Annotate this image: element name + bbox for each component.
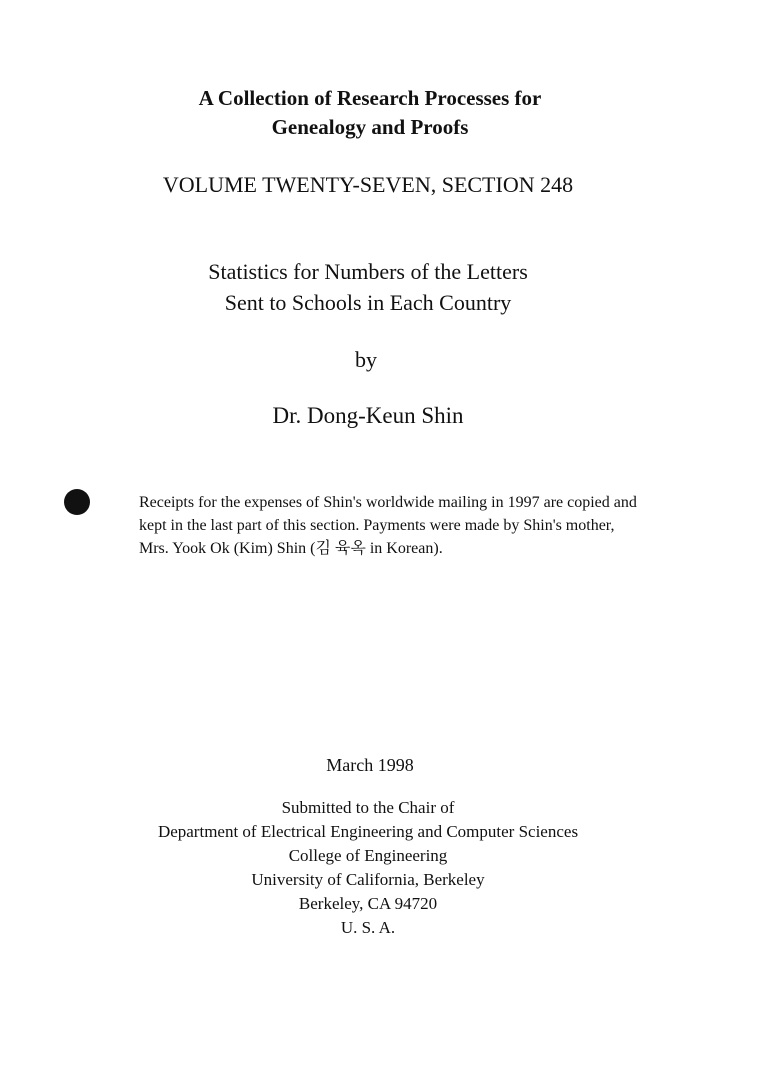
title-line-1: A Collection of Research Processes for: [198, 86, 542, 110]
note-line-3: Mrs. Yook Ok (Kim) Shin (김 육옥 in Korean).: [139, 540, 443, 557]
submission-line-4: University of California, Berkeley: [251, 870, 485, 889]
submission-line-1: Submitted to the Chair of: [281, 798, 455, 817]
submission-block: [0, 796, 736, 940]
bullet-dot-icon: [64, 489, 90, 515]
document-subtitle: [0, 256, 736, 318]
document-title: [0, 84, 740, 142]
note-line-2: kept in the last part of this section. Payments were made by Shin's mother,: [139, 517, 615, 534]
note-line-1: Receipts for the expenses of Shin's worldwide mailing in 1997 are copied and: [139, 494, 637, 511]
submission-line-2: Department of Electrical Engineering and Computer Sciences: [157, 822, 579, 841]
title-line-2: Genealogy and Proofs: [271, 115, 469, 139]
submission-line-3: College of Engineering: [288, 846, 448, 865]
submission-line-5: Berkeley, CA 94720: [298, 894, 438, 913]
author-name: Dr. Dong-Keun Shin: [272, 403, 464, 428]
by-label: by: [355, 347, 377, 372]
subtitle-line-1: Statistics for Numbers of the Letters: [208, 259, 528, 284]
subtitle-line-2: Sent to Schools in Each Country: [224, 290, 512, 315]
receipts-note: [139, 491, 699, 560]
document-date: March 1998: [326, 755, 414, 775]
volume-section-heading: VOLUME TWENTY-SEVEN, SECTION 248: [162, 172, 574, 197]
submission-line-6: U. S. A.: [340, 918, 396, 937]
